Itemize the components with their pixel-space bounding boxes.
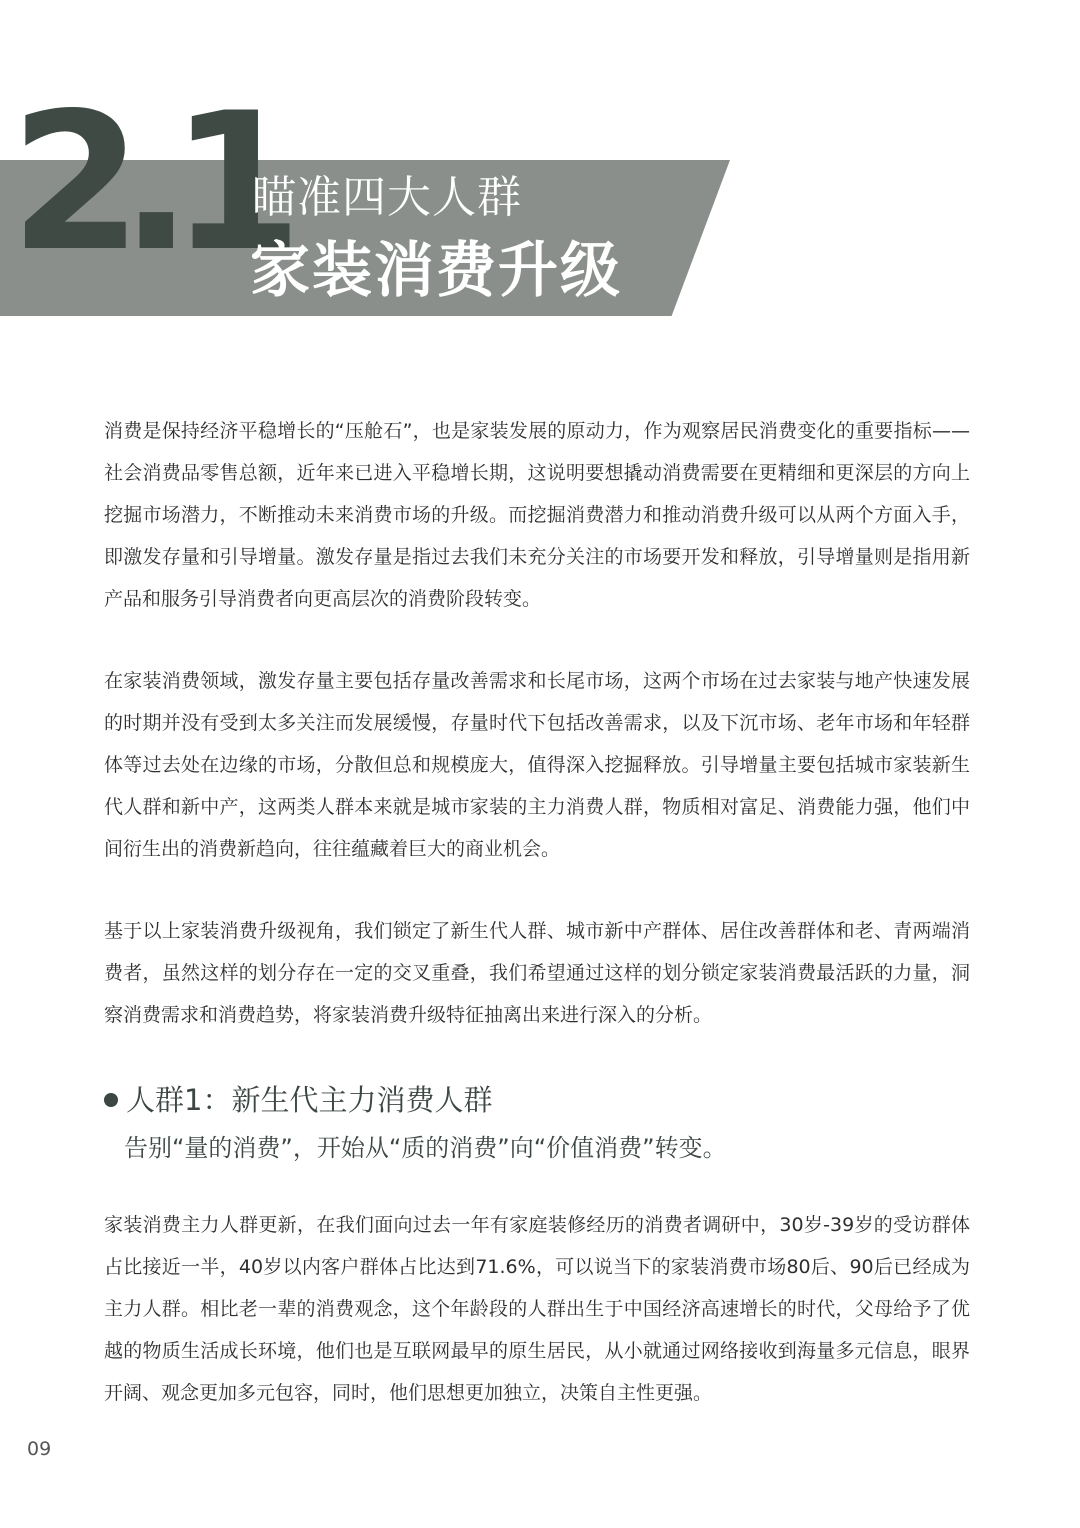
group-heading — [104, 1078, 970, 1122]
section-title: 家装消费升级 — [250, 236, 622, 306]
group-heading-text: 人群1：新生代主力消费人群 — [126, 1083, 493, 1117]
paragraph: 消费是保持经济平稳增长的“压舱石”，也是家装发展的原动力，作为观察居民消费变化的重要指标——社会消费品零售总额，近年来已进入平稳增长期，这说明要想撬动消费需要在更精细和更深层的方向上挖掘市场潜力，不断推动未来消费市场的升级。而挖掘消费潜力和推动消费升级可以从两个方面入手，即激发存量和引导增量。激发存量是指过去我们未充分关注的市场要开发和释放，引导增量则是指用新产品和服务引导消费者向更高层次的消费阶段转变。 — [104, 420, 970, 610]
paragraph: 家装消费主力人群更新，在我们面向过去一年有家庭装修经历的消费者调研中，30岁-39岁的受访群体占比接近一半，40岁以内客户群体占比达到71.6%，可以说当下的家装消费市场80后、90后已经成为主力人群。相比老一辈的消费观念，这个年龄段的人群出生于中国经济高速增长的时代，父母给予了优越的物质生活成长环境，他们也是互联网最早的原生居民，从小就通过网络接收到海量多元信息，眼界开阔、观念更加多元包容，同时，他们思想更加独立，决策自主性更强。 — [104, 1214, 970, 1404]
paragraph: 在家装消费领域，激发存量主要包括存量改善需求和长尾市场，这两个市场在过去家装与地产快速发展的时期并没有受到太多关注而发展缓慢，存量时代下包括改善需求，以及下沉市场、老年市场和年轻群体等过去处在边缘的市场，分散但总和规模庞大，值得深入挖掘释放。引导增量主要包括城市家装新生代人群和新中产，这两类人群本来就是城市家装的主力消费人群，物质相对富足、消费能力强，他们中间衍生出的消费新趋向，往往蕴藏着巨大的商业机会。 — [104, 670, 970, 860]
section-subtitle: 瞄准四大人群 — [252, 172, 522, 223]
group-subheading: 告别“量的消费”，开始从“质的消费”向“价值消费”转变。 — [124, 1134, 727, 1162]
page-number: 09 — [27, 1438, 52, 1460]
article-body — [104, 410, 970, 1414]
section-number: 2.1 — [10, 72, 281, 293]
bullet-icon — [104, 1093, 118, 1107]
paragraph: 基于以上家装消费升级视角，我们锁定了新生代人群、城市新中产群体、居住改善群体和老、青两端消费者，虽然这样的划分存在一定的交叉重叠，我们希望通过这样的划分锁定家装消费最活跃的力量，洞察消费需求和消费趋势，将家装消费升级特征抽离出来进行深入的分析。 — [104, 920, 970, 1026]
